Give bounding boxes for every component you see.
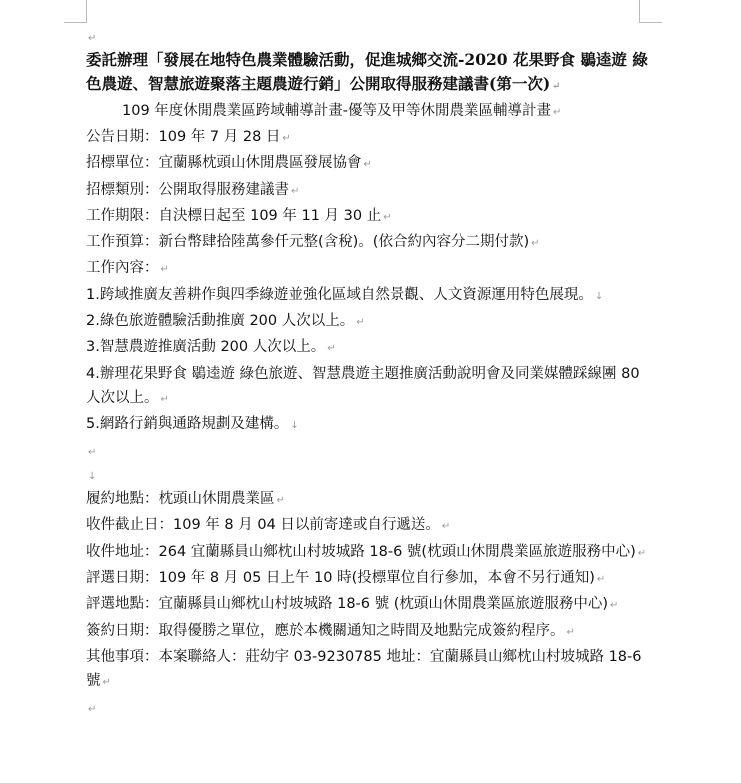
work-item-4[interactable]: 4.辦理花果野食 鶡逵遊 綠色旅遊、智慧農遊主題推廣活動說明會及同業媒體踩線團 80 人次以上。 ↵ bbox=[86, 365, 640, 406]
empty-line-break[interactable] bbox=[86, 463, 656, 487]
paragraph-mark-icon: ↵ bbox=[552, 81, 561, 92]
line-break-mark-icon: ↓ bbox=[88, 470, 97, 482]
paragraph-mark-icon: ↵ bbox=[596, 574, 606, 586]
work-item-2[interactable]: 2.綠色旅遊體驗活動推廣 200 人次以上。 ↵ bbox=[86, 313, 365, 330]
paragraph-mark-icon: ↵ bbox=[88, 33, 97, 44]
paragraph-mark-icon: ↵ bbox=[383, 211, 392, 223]
page-corner-mark-top-left bbox=[64, 0, 87, 23]
line-break-mark-icon: ↓ bbox=[290, 420, 299, 432]
venue[interactable]: 履約地點：枕頭山休閒農業區 ↵ bbox=[86, 491, 285, 508]
paragraph-mark-icon: ↵ bbox=[553, 107, 562, 118]
work-content-label[interactable]: 工作內容： ↵ bbox=[86, 260, 169, 277]
paragraph-mark-icon: ↵ bbox=[531, 238, 540, 250]
work-item-1[interactable]: 1.跨域推廣友善耕作與四季綠遊並強化區域自然景觀、人文資源運用特色展現。 ↓ bbox=[86, 286, 604, 303]
paragraph-mark-icon: ↵ bbox=[441, 521, 451, 533]
review-place[interactable]: 評選地點：宜蘭縣員山鄉枕山村坡城路 18-6 號 (枕頭山休閒農業區旅遊服務中心) ↵ bbox=[86, 596, 619, 613]
paragraph-mark-icon: ↵ bbox=[102, 677, 111, 689]
sign-date[interactable]: 簽約日期：取得優勝之單位，應於本機關通知之時間及地點完成簽約程序。 ↵ bbox=[86, 622, 575, 639]
tender-type[interactable]: 招標類別：公開取得服務建議書 ↵ bbox=[86, 181, 300, 198]
empty-paragraph[interactable] bbox=[86, 696, 656, 720]
paragraph-mark-icon: ↵ bbox=[276, 495, 285, 507]
paragraph-mark-icon: ↵ bbox=[88, 703, 97, 715]
document-page[interactable] bbox=[86, 30, 656, 720]
submission-deadline[interactable]: 收件截止日：109 年 8 月 04 日以前寄達或自行遞送。 ↵ bbox=[86, 517, 451, 534]
review-date[interactable]: 評選日期：109 年 8 月 05 日上午 10 時(投標單位自行參加，本會不另行通知) ↵ bbox=[86, 570, 606, 587]
paragraph-mark-icon: ↵ bbox=[88, 446, 97, 458]
paragraph-mark-icon: ↵ bbox=[160, 393, 169, 405]
paragraph-mark-icon: ↵ bbox=[363, 159, 372, 171]
paragraph-mark-icon: ↵ bbox=[566, 626, 575, 638]
submission-address[interactable]: 收件地址：264 宜蘭縣員山鄉枕山村坡城路 18-6 號(枕頭山休閒農業區旅遊服務中心) ↵ bbox=[86, 543, 647, 560]
line-break-mark-icon: ↓ bbox=[594, 290, 604, 302]
work-budget[interactable]: 工作預算：新台幣肆拾陸萬參仟元整(含稅)。(依合約內容分二期付款) ↵ bbox=[86, 234, 540, 251]
document-subtitle[interactable]: 109 年度休閒農業區跨域輔導計畫-優等及甲等休閒農業區輔導計畫 ↵ bbox=[122, 103, 562, 119]
tender-unit[interactable]: 招標單位：宜蘭縣枕頭山休閒農區發展協會 ↵ bbox=[86, 155, 372, 172]
paragraph-mark-icon: ↵ bbox=[637, 547, 647, 559]
document-title[interactable]: 委託辦理「發展在地特色農業體驗活動，促進城鄉交流-2020 花果野食 鶡逵遊 綠色農遊、智慧旅遊聚落主題農遊行銷」公開取得服務建議書(第一次) ↵ bbox=[86, 50, 648, 93]
other-matters[interactable]: 其他事項：本案聯絡人：莊幼宇 03-9230785 地址：宜蘭縣員山鄉枕山村坡城路 18-6 號 ↵ bbox=[86, 648, 642, 690]
paragraph-mark-icon: ↵ bbox=[282, 133, 291, 144]
paragraph-mark-icon: ↵ bbox=[291, 185, 300, 197]
paragraph-mark-icon: ↵ bbox=[160, 264, 169, 276]
paragraph-mark-icon: ↵ bbox=[327, 343, 336, 355]
work-period[interactable]: 工作期限：自決標日起至 109 年 11 月 30 止 ↵ bbox=[86, 207, 392, 224]
page-corner-mark-top-right bbox=[639, 0, 662, 23]
work-item-5[interactable]: 5.網路行銷與通路規劃及建構。 ↓ bbox=[86, 416, 299, 433]
paragraph-mark-icon: ↵ bbox=[610, 600, 619, 612]
paragraph-mark-icon: ↵ bbox=[356, 317, 365, 329]
empty-paragraph[interactable] bbox=[86, 30, 656, 48]
announce-date[interactable]: 公告日期：109 年 7 月 28 日 ↵ bbox=[86, 129, 291, 145]
work-item-3[interactable]: 3.智慧農遊推廣活動 200 人次以上。 ↵ bbox=[86, 339, 336, 356]
empty-paragraph[interactable] bbox=[86, 439, 656, 463]
